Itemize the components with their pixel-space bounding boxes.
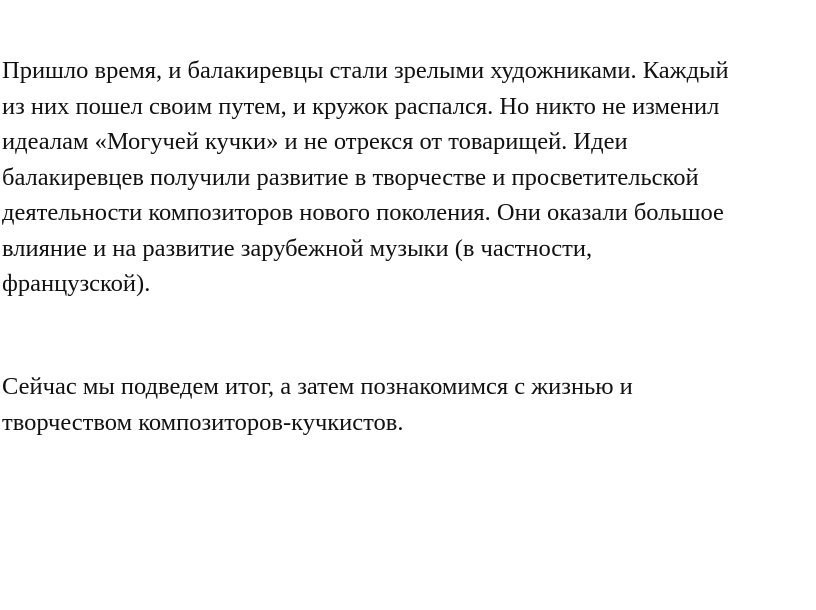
paragraph-line: Пришло время, и балакиревцы стали зрелыми художниками. Каждый <box>2 57 729 84</box>
paragraph-line: из них пошел своим путем, и кружок распался. Но никто не изменил <box>2 92 720 120</box>
paragraph-line: деятельности композиторов нового поколения. Они оказали большое <box>2 199 724 226</box>
paragraph-line: идеалам «Могучей кучки» и не отрекся от товарищей. Идеи <box>2 128 628 155</box>
paragraph-line: балакиревцев получили развитие в творчестве и просветительской <box>2 163 699 191</box>
paragraph-line: творчеством композиторов-кучкистов. <box>2 408 404 436</box>
paragraph-line: влияние и на развитие зарубежной музыки (в частности, <box>2 234 593 262</box>
paragraph-1 <box>2 53 814 302</box>
paragraph-2 <box>2 369 814 440</box>
paragraph-line: Сейчас мы подведем итог, а затем познакомимся с жизнью и <box>2 373 633 400</box>
paragraph-line: французской). <box>2 270 151 297</box>
